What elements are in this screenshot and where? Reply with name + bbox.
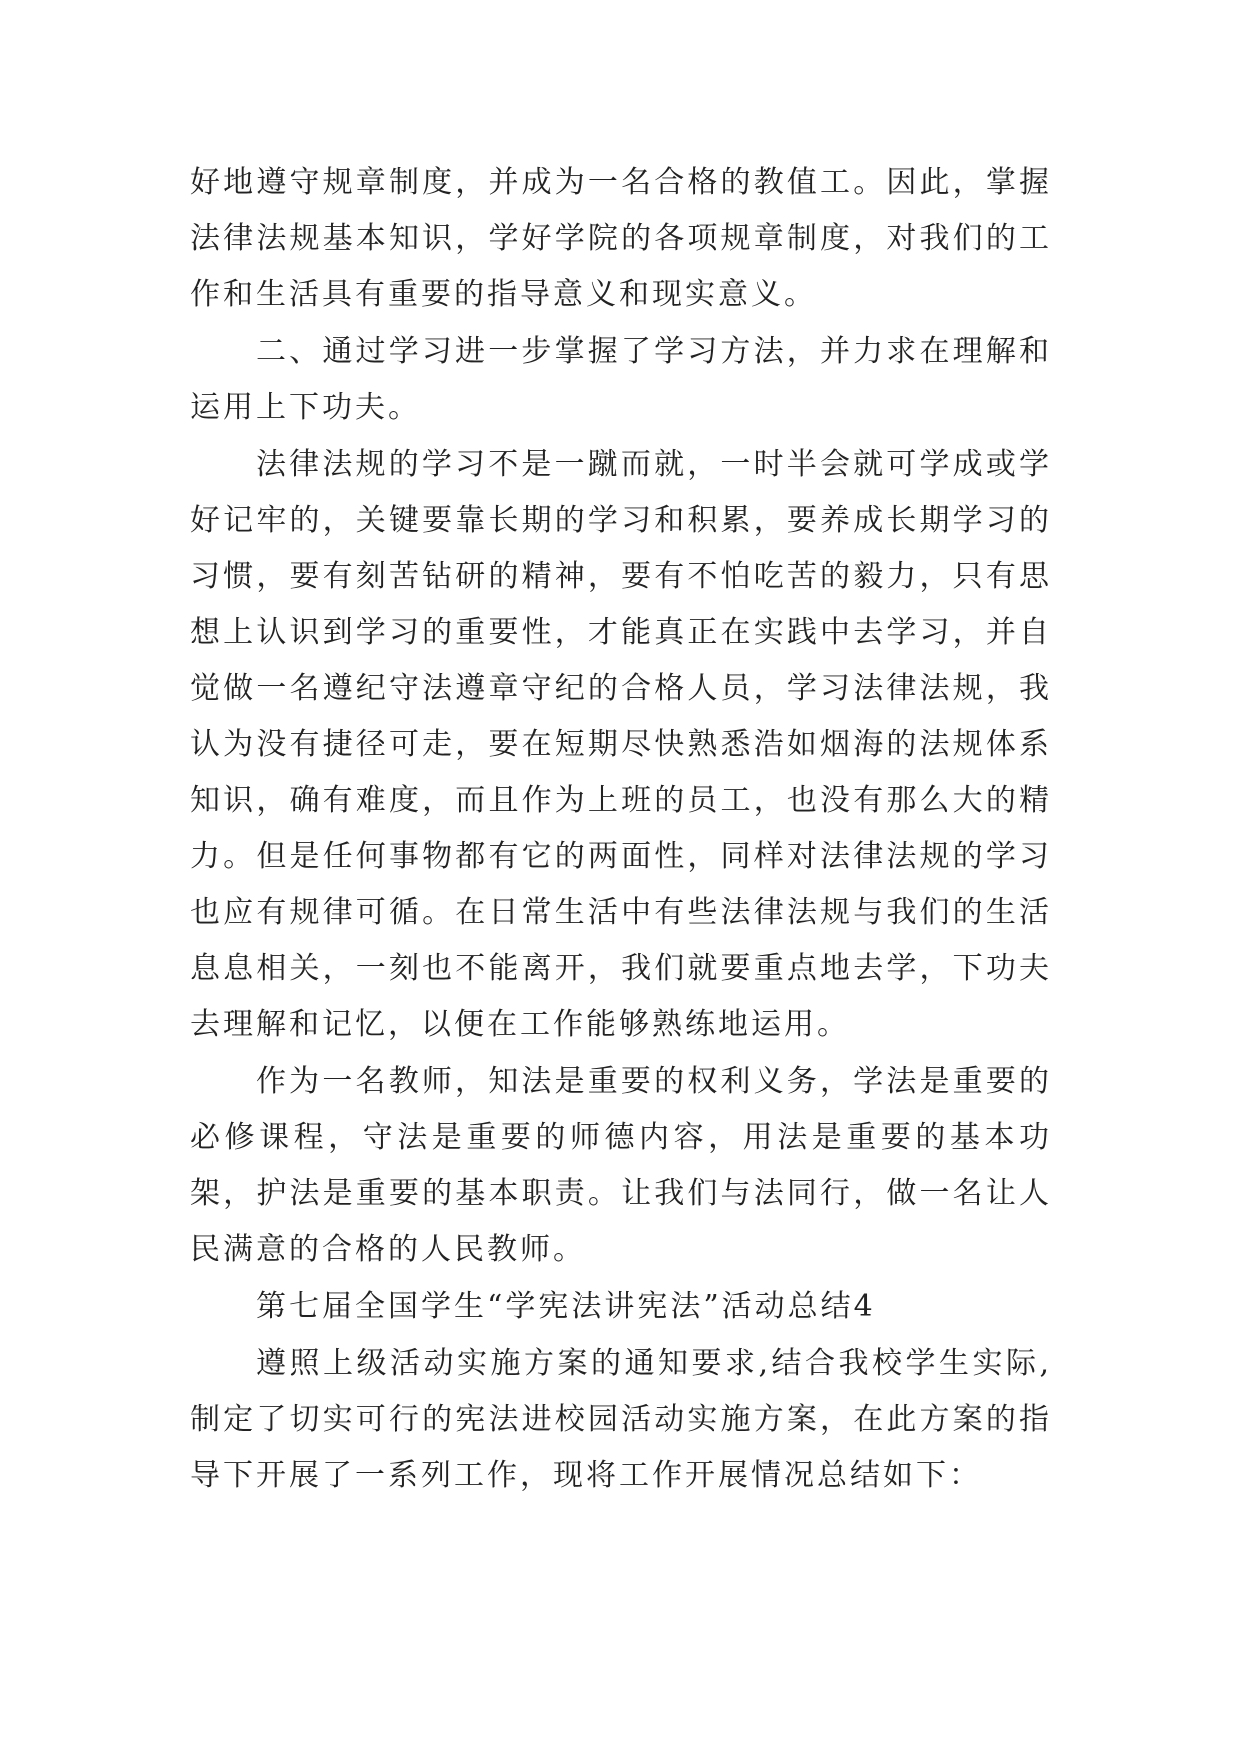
paragraph-summary-intro: 遵照上级活动实施方案的通知要求,结合我校学生实际,制定了切实可行的宪法进校园活动实施方案，在此方案的指导下开展了一系列工作，现将工作开展情况总结如下： [190, 1346, 1052, 1493]
paragraph-teacher-duty: 作为一名教师，知法是重要的权利义务，学法是重要的必修课程，守法是重要的师德内容，用法是重要的基本功架，护法是重要的基本职责。让我们与法同行，做一名让人民满意的合格的人民教师。 [190, 1064, 1052, 1267]
paragraph-continuation: 好地遵守规章制度，并成为一名合格的教值工。因此，掌握法律法规基本知识，学好学院的各项规章制度，对我们的工作和生活具有重要的指导意义和现实意义。 [190, 165, 1052, 312]
paragraph-learning-method: 法律法规的学习不是一蹴而就，一时半会就可学成或学好记牢的，关键要靠长期的学习和积累，要养成长期学习的习惯，要有刻苦钻研的精神，要有不怕吃苦的毅力，只有思想上认识到学习的重要性，才能真正在实践中去学习，并自觉做一名遵纪守法遵章守纪的合格人员，学习法律法规，我认为没有捷径可走，要在短期尽快熟悉浩如烟海的法规体系知识，确有难度，而且作为上班的员工，也没有那么大的精力。但是任何事物都有它的两面性，同样对法律法规的学习也应有规律可循。在日常生活中有些法律法规与我们的生活息息相关，一刻也不能离开，我们就要重点地去学，下功夫去理解和记忆，以便在工作能够熟练地运用。 [190, 447, 1052, 1042]
paragraph-section-two: 二、通过学习进一步掌握了学习方法，并力求在理解和运用上下功夫。 [190, 334, 1052, 425]
document-body [190, 155, 1052, 1505]
section-heading: 第七届全国学生“学宪法讲宪法”活动总结4 [256, 1289, 876, 1324]
